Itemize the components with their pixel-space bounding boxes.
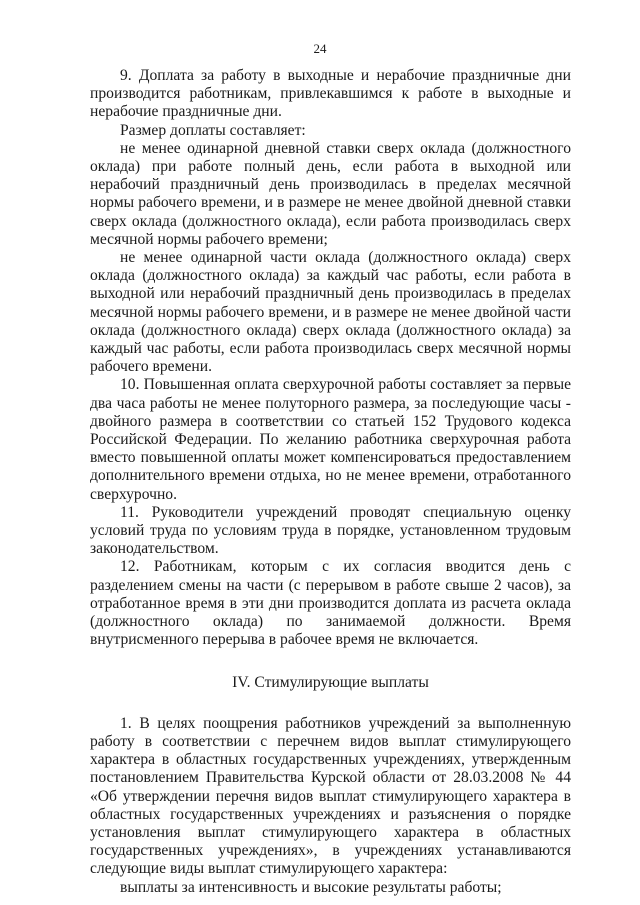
- section-heading: IV. Стимулирующие выплаты: [232, 673, 429, 691]
- paragraph-intensity-payments: выплаты за интенсивность и высокие результаты работы;: [120, 878, 502, 896]
- paragraph-daily-rate-clause: не менее одинарной дневной ставки сверх оклада (должностного оклада) при работе полный день, если работа в выходной или нерабочий праздничный день производилась в пределах месячной нормы рабочего времени, и в размере не менее двойной дневной ставки сверх оклада (должностного оклада), если работа производилась сверх месячной нормы рабочего времени;: [90, 139, 571, 248]
- paragraph-pay-amount-intro: Размер доплаты составляет:: [120, 121, 306, 139]
- paragraph-10-overtime: 10. Повышенная оплата сверхурочной работы составляет за первые два часа работы не менее полуторного размера, за последующие часы - двойного размера в соответствии со статьей 152 Трудового кодекса Российской Федерации. По желанию работника сверхурочная работа вместо повышенной оплаты может компенсироваться предоставлением дополнительного времени отдыха, но не менее времени, отработанного сверхурочно.: [90, 376, 571, 503]
- paragraph-11-working-conditions: 11. Руководители учреждений проводят специальную оценку условий труда по условиям труда в порядке, установленном трудовым законодательством.: [90, 503, 571, 558]
- paragraph-hourly-rate-clause: не менее одинарной части оклада (должностного оклада) сверх оклада (должностного оклада) за каждый час работы, если работа в выходной или нерабочий праздничный день производилась в пределах месячной нормы рабочего времени, и в размере не менее двойной части оклада (должностного оклада) сверх оклада (должностного оклада) за каждый час работы, если работа производилась сверх месячной нормы рабочего времени.: [90, 249, 571, 376]
- document-body: [90, 67, 571, 897]
- paragraph-9-weekend-pay: 9. Доплата за работу в выходные и нерабочие праздничные дни производится работникам, привлекавшимся к работе в выходные и нерабочие праздничные дни.: [90, 67, 571, 121]
- page-number: 24: [313, 41, 327, 56]
- paragraph-12-split-shift: 12. Работникам, которым с их согласия вводится день с разделением смены на части (с перерывом в работе свыше 2 часов), за отработанное время в эти дни производится доплата из расчета оклада (должностного оклада) по занимаемой должности. Время внутрисменного перерыва в рабочее время не включается.: [90, 558, 571, 649]
- paragraph-1-incentive-payments: 1. В целях поощрения работников учреждений за выполненную работу в соответствии с перечнем видов выплат стимулирующего характера в областных государственных учреждениях, утвержденным постановлением Правительства Курской области от 28.03.2008 № 44 «Об утверждении перечня видов выплат стимулирующего характера в областных государственных учреждениях и разъяснения о порядке установления выплат стимулирующего характера в областных государственных учреждениях», в учреждениях устанавливаются следующие виды выплат стимулирующего характера:: [90, 714, 571, 878]
